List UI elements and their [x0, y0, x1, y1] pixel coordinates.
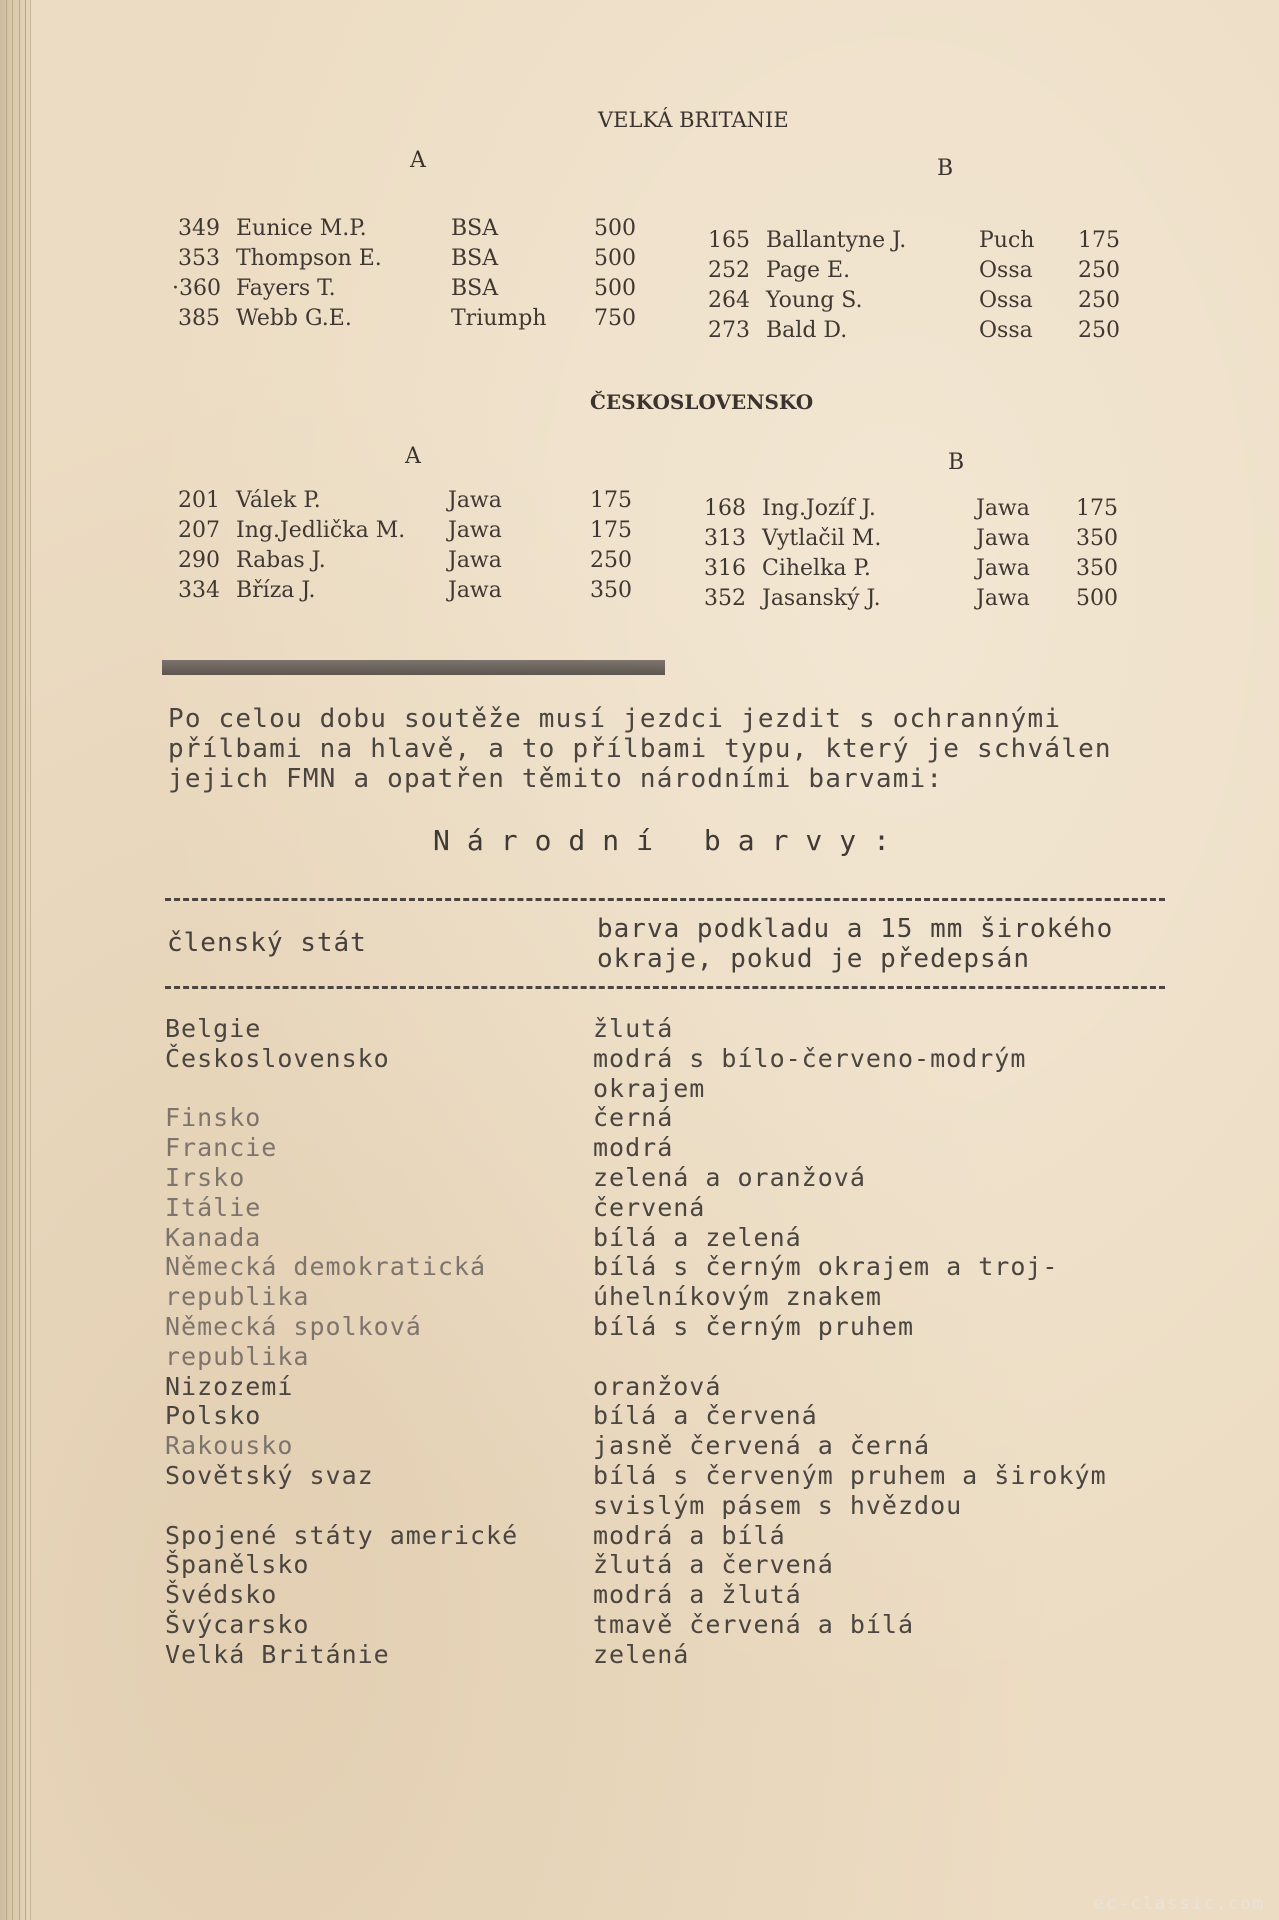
rider-number: 168 [704, 496, 746, 521]
paragraph-line: jejich FMN a opatřen těmito národními barvami: [168, 764, 944, 794]
country-color: modrá a žlutá [593, 1580, 802, 1610]
rider-make: BSA [451, 276, 499, 301]
rider-cc: 350 [590, 578, 632, 603]
spine-edge [6, 0, 7, 1920]
rider-number: 201 [178, 488, 220, 513]
rider-number: 273 [708, 318, 750, 343]
rider-number: 207 [178, 518, 220, 543]
gb-team-b [708, 228, 1128, 348]
section-divider-bar [162, 660, 665, 675]
rider-make: Jawa [976, 526, 1030, 551]
country-color: modrá a bílá [593, 1520, 786, 1550]
site-watermark: ec-classic.com [1093, 1894, 1265, 1914]
rider-row [708, 288, 1128, 318]
country-name: Nizozemí [165, 1371, 294, 1401]
country-color: úhelníkovým znakem [593, 1282, 882, 1312]
country-name: Polsko [165, 1401, 262, 1431]
rider-cc: 175 [1078, 228, 1120, 253]
rider-row [178, 246, 678, 276]
country-color: zelená a oranžová [593, 1162, 866, 1192]
table-row [165, 1282, 1175, 1312]
rider-row [708, 318, 1128, 348]
table-row [165, 1223, 1175, 1253]
rider-name: Ballantyne J. [766, 228, 907, 253]
rider-number: 252 [708, 258, 750, 283]
country-color: bílá s černým okrajem a troj- [593, 1252, 1059, 1282]
country-name [165, 1074, 593, 1104]
rider-cc: 750 [594, 306, 636, 331]
rider-make: BSA [451, 216, 499, 241]
table-row [165, 1491, 1175, 1521]
country-color: bílá s černým pruhem [593, 1311, 915, 1341]
rider-make: BSA [451, 246, 499, 271]
table-row [165, 1312, 1175, 1342]
national-colors-table [165, 1014, 1175, 1670]
paragraph-line: Po celou dobu soutěže musí jezdci jezdit s ochrannými [168, 704, 1062, 734]
rider-number: 352 [704, 586, 746, 611]
country-color: bílá a zelená [593, 1222, 802, 1252]
gb-heading: VELKÁ BRITANIE [598, 108, 789, 132]
rider-cc: 175 [590, 518, 632, 543]
country-name: Československo [165, 1043, 390, 1073]
country-name: Sovětský svaz [165, 1460, 374, 1490]
page-spine [0, 0, 31, 1920]
rider-name: Jasanský J. [762, 586, 881, 611]
rider-number: 349 [178, 216, 220, 241]
table-row [165, 1640, 1175, 1670]
cs-heading: ČESKOSLOVENSKO [590, 390, 814, 414]
cs-col-a: A [405, 444, 421, 469]
rider-row [178, 548, 678, 578]
rider-name: Webb G.E. [236, 306, 352, 331]
country-name: Irsko [165, 1162, 246, 1192]
rider-cc: 175 [1076, 496, 1118, 521]
rider-row [178, 488, 678, 518]
rider-row [172, 276, 678, 306]
country-name: Kanada [165, 1222, 262, 1252]
country-color: černá [593, 1103, 674, 1133]
rider-number: 385 [178, 306, 220, 331]
rider-name: Válek P. [236, 488, 321, 513]
table-row [165, 1431, 1175, 1461]
gb-team-a [172, 216, 678, 336]
country-name: Finsko [165, 1103, 262, 1133]
country-color: červená [593, 1192, 706, 1222]
rider-make: Ossa [979, 288, 1033, 313]
rider-row [708, 228, 1128, 258]
rider-cc: 500 [594, 216, 636, 241]
cs-team-a [178, 488, 678, 608]
country-name [165, 1491, 593, 1521]
rider-make: Jawa [448, 548, 502, 573]
spine-edge [19, 0, 20, 1920]
rider-cc: 350 [1076, 556, 1118, 581]
header-color-line-2: okraje, pokud je předepsán [597, 944, 1030, 974]
table-row [165, 1342, 1175, 1372]
rider-make: Triumph [451, 306, 547, 331]
rider-make: Ossa [979, 258, 1033, 283]
dashed-rule-bottom [165, 986, 1165, 989]
table-row [165, 1372, 1175, 1402]
table-row [165, 1193, 1175, 1223]
country-name: Německá spolková [165, 1311, 422, 1341]
rider-make: Jawa [448, 488, 502, 513]
country-color: jasně červená a černá [593, 1431, 931, 1461]
rider-number: ·360 [172, 276, 221, 301]
rider-name: Rabas J. [236, 548, 326, 573]
country-name: Španělsko [165, 1550, 310, 1580]
rider-name: Cihelka P. [762, 556, 871, 581]
header-member-state: členský stát [167, 928, 367, 958]
rider-cc: 350 [1076, 526, 1118, 551]
table-row [165, 1044, 1175, 1074]
rider-row [178, 216, 678, 246]
rider-row [178, 578, 678, 608]
rider-cc: 250 [1078, 318, 1120, 343]
rider-make: Ossa [979, 318, 1033, 343]
rider-row [178, 518, 678, 548]
gb-col-a: A [410, 148, 426, 173]
country-color: bílá a červená [593, 1401, 818, 1431]
rider-name: Young S. [766, 288, 863, 313]
country-color: tmavě červená a bílá [593, 1609, 915, 1639]
rider-cc: 500 [594, 276, 636, 301]
table-row [165, 1580, 1175, 1610]
rider-name: Thompson E. [236, 246, 382, 271]
rider-row [704, 556, 1124, 586]
country-name: Francie [165, 1133, 278, 1163]
rider-number: 165 [708, 228, 750, 253]
country-name: republika [165, 1341, 310, 1371]
rider-cc: 500 [1076, 586, 1118, 611]
country-name: Velká Británie [165, 1639, 390, 1669]
rider-number: 334 [178, 578, 220, 603]
rider-name: Ing.Jozíf J. [762, 496, 876, 521]
rider-cc: 250 [590, 548, 632, 573]
rider-name: Page E. [766, 258, 851, 283]
table-row [165, 1461, 1175, 1491]
rider-number: 353 [178, 246, 220, 271]
rider-row [704, 496, 1124, 526]
country-color: žlutá a červená [593, 1550, 834, 1580]
rider-name: Ing.Jedlička M. [236, 518, 406, 543]
table-row [165, 1550, 1175, 1580]
rider-number: 264 [708, 288, 750, 313]
country-color: modrá [593, 1133, 674, 1163]
dashed-rule-top [165, 898, 1165, 901]
table-row [165, 1103, 1175, 1133]
country-name: Belgie [165, 1014, 262, 1043]
rider-cc: 175 [590, 488, 632, 513]
country-name: Itálie [165, 1192, 262, 1222]
spine-edge [12, 0, 13, 1920]
header-color-line-1: barva podkladu a 15 mm širokého [597, 914, 1114, 944]
table-row [165, 1163, 1175, 1193]
rider-row [704, 526, 1124, 556]
rider-name: Vytlačil M. [762, 526, 882, 551]
country-color: zelená [593, 1639, 690, 1669]
country-name: Švédsko [165, 1580, 278, 1610]
cs-col-b: B [948, 450, 965, 475]
table-row [165, 1133, 1175, 1163]
country-name: Německá demokratická [165, 1252, 487, 1282]
rider-make: Jawa [448, 578, 502, 603]
rider-cc: 250 [1078, 288, 1120, 313]
rider-number: 313 [704, 526, 746, 551]
rider-name: Fayers T. [236, 276, 336, 301]
table-row [165, 1610, 1175, 1640]
country-name: republika [165, 1282, 310, 1312]
rider-number: 316 [704, 556, 746, 581]
cs-team-b [704, 496, 1124, 616]
country-color: modrá s bílo-červeno-modrým [593, 1043, 1027, 1073]
rider-row [708, 258, 1128, 288]
rider-name: Eunice M.P. [236, 216, 367, 241]
country-color: bílá s červeným pruhem a širokým [593, 1460, 1107, 1490]
table-row [165, 1014, 1175, 1044]
rider-cc: 500 [594, 246, 636, 271]
rider-make: Puch [979, 228, 1035, 253]
rider-name: Bald D. [766, 318, 848, 343]
country-color: svislým pásem s hvězdou [593, 1490, 963, 1520]
rider-make: Jawa [976, 586, 1030, 611]
table-row [165, 1252, 1175, 1282]
table-row [165, 1074, 1175, 1104]
table-row [165, 1521, 1175, 1551]
national-colors-title: Národní barvy: [433, 824, 908, 857]
helmet-paragraph [168, 704, 1178, 794]
table-row [165, 1401, 1175, 1431]
country-color: oranžová [593, 1371, 722, 1401]
country-name: Rakousko [165, 1431, 294, 1461]
gb-col-b: B [937, 156, 954, 181]
rider-number: 290 [178, 548, 220, 573]
country-name: Švýcarsko [165, 1609, 310, 1639]
rider-cc: 250 [1078, 258, 1120, 283]
country-name: Spojené státy americké [165, 1520, 519, 1550]
rider-row [704, 586, 1124, 616]
country-color: okrajem [593, 1073, 706, 1103]
country-color: žlutá [593, 1014, 674, 1043]
rider-make: Jawa [976, 556, 1030, 581]
rider-make: Jawa [448, 518, 502, 543]
paragraph-line: přílbami na hlavě, a to přílbami typu, který je schválen [168, 734, 1112, 764]
rider-make: Jawa [976, 496, 1030, 521]
spine-edge [25, 0, 26, 1920]
rider-name: Bříza J. [236, 578, 316, 603]
rider-row [178, 306, 678, 336]
